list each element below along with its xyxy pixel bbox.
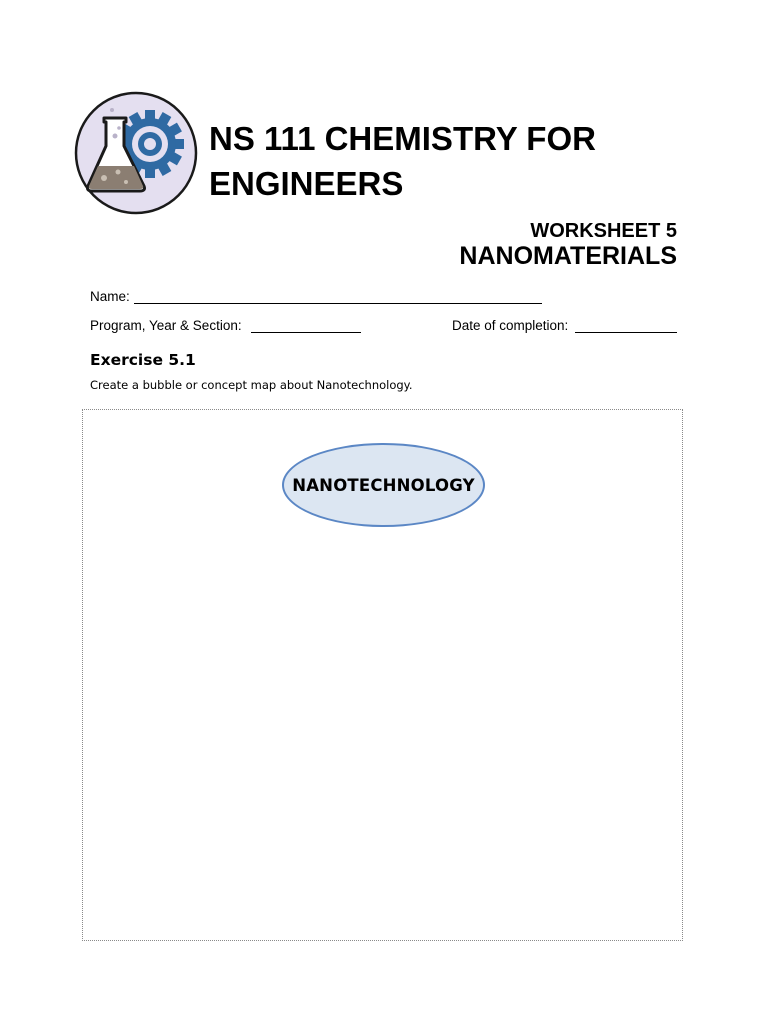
bubble-label: NANOTECHNOLOGY — [292, 475, 475, 495]
date-field[interactable] — [575, 332, 677, 333]
flask-gear-icon — [74, 90, 198, 216]
exercise-title: Exercise 5.1 — [90, 351, 196, 369]
program-label: Program, Year & Section: — [90, 318, 242, 333]
exercise-instruction: Create a bubble or concept map about Nanotechnology. — [90, 378, 413, 392]
program-field[interactable] — [251, 332, 361, 333]
date-label: Date of completion: — [452, 318, 569, 333]
worksheet-topic: NANOMATERIALS — [459, 242, 677, 270]
name-field[interactable] — [134, 303, 542, 304]
worksheet-number: WORKSHEET 5 — [530, 220, 677, 242]
course-title: NS 111 CHEMISTRY FOR ENGINEERS — [209, 120, 596, 202]
concept-bubble — [282, 443, 485, 527]
name-label: Name: — [90, 289, 130, 304]
